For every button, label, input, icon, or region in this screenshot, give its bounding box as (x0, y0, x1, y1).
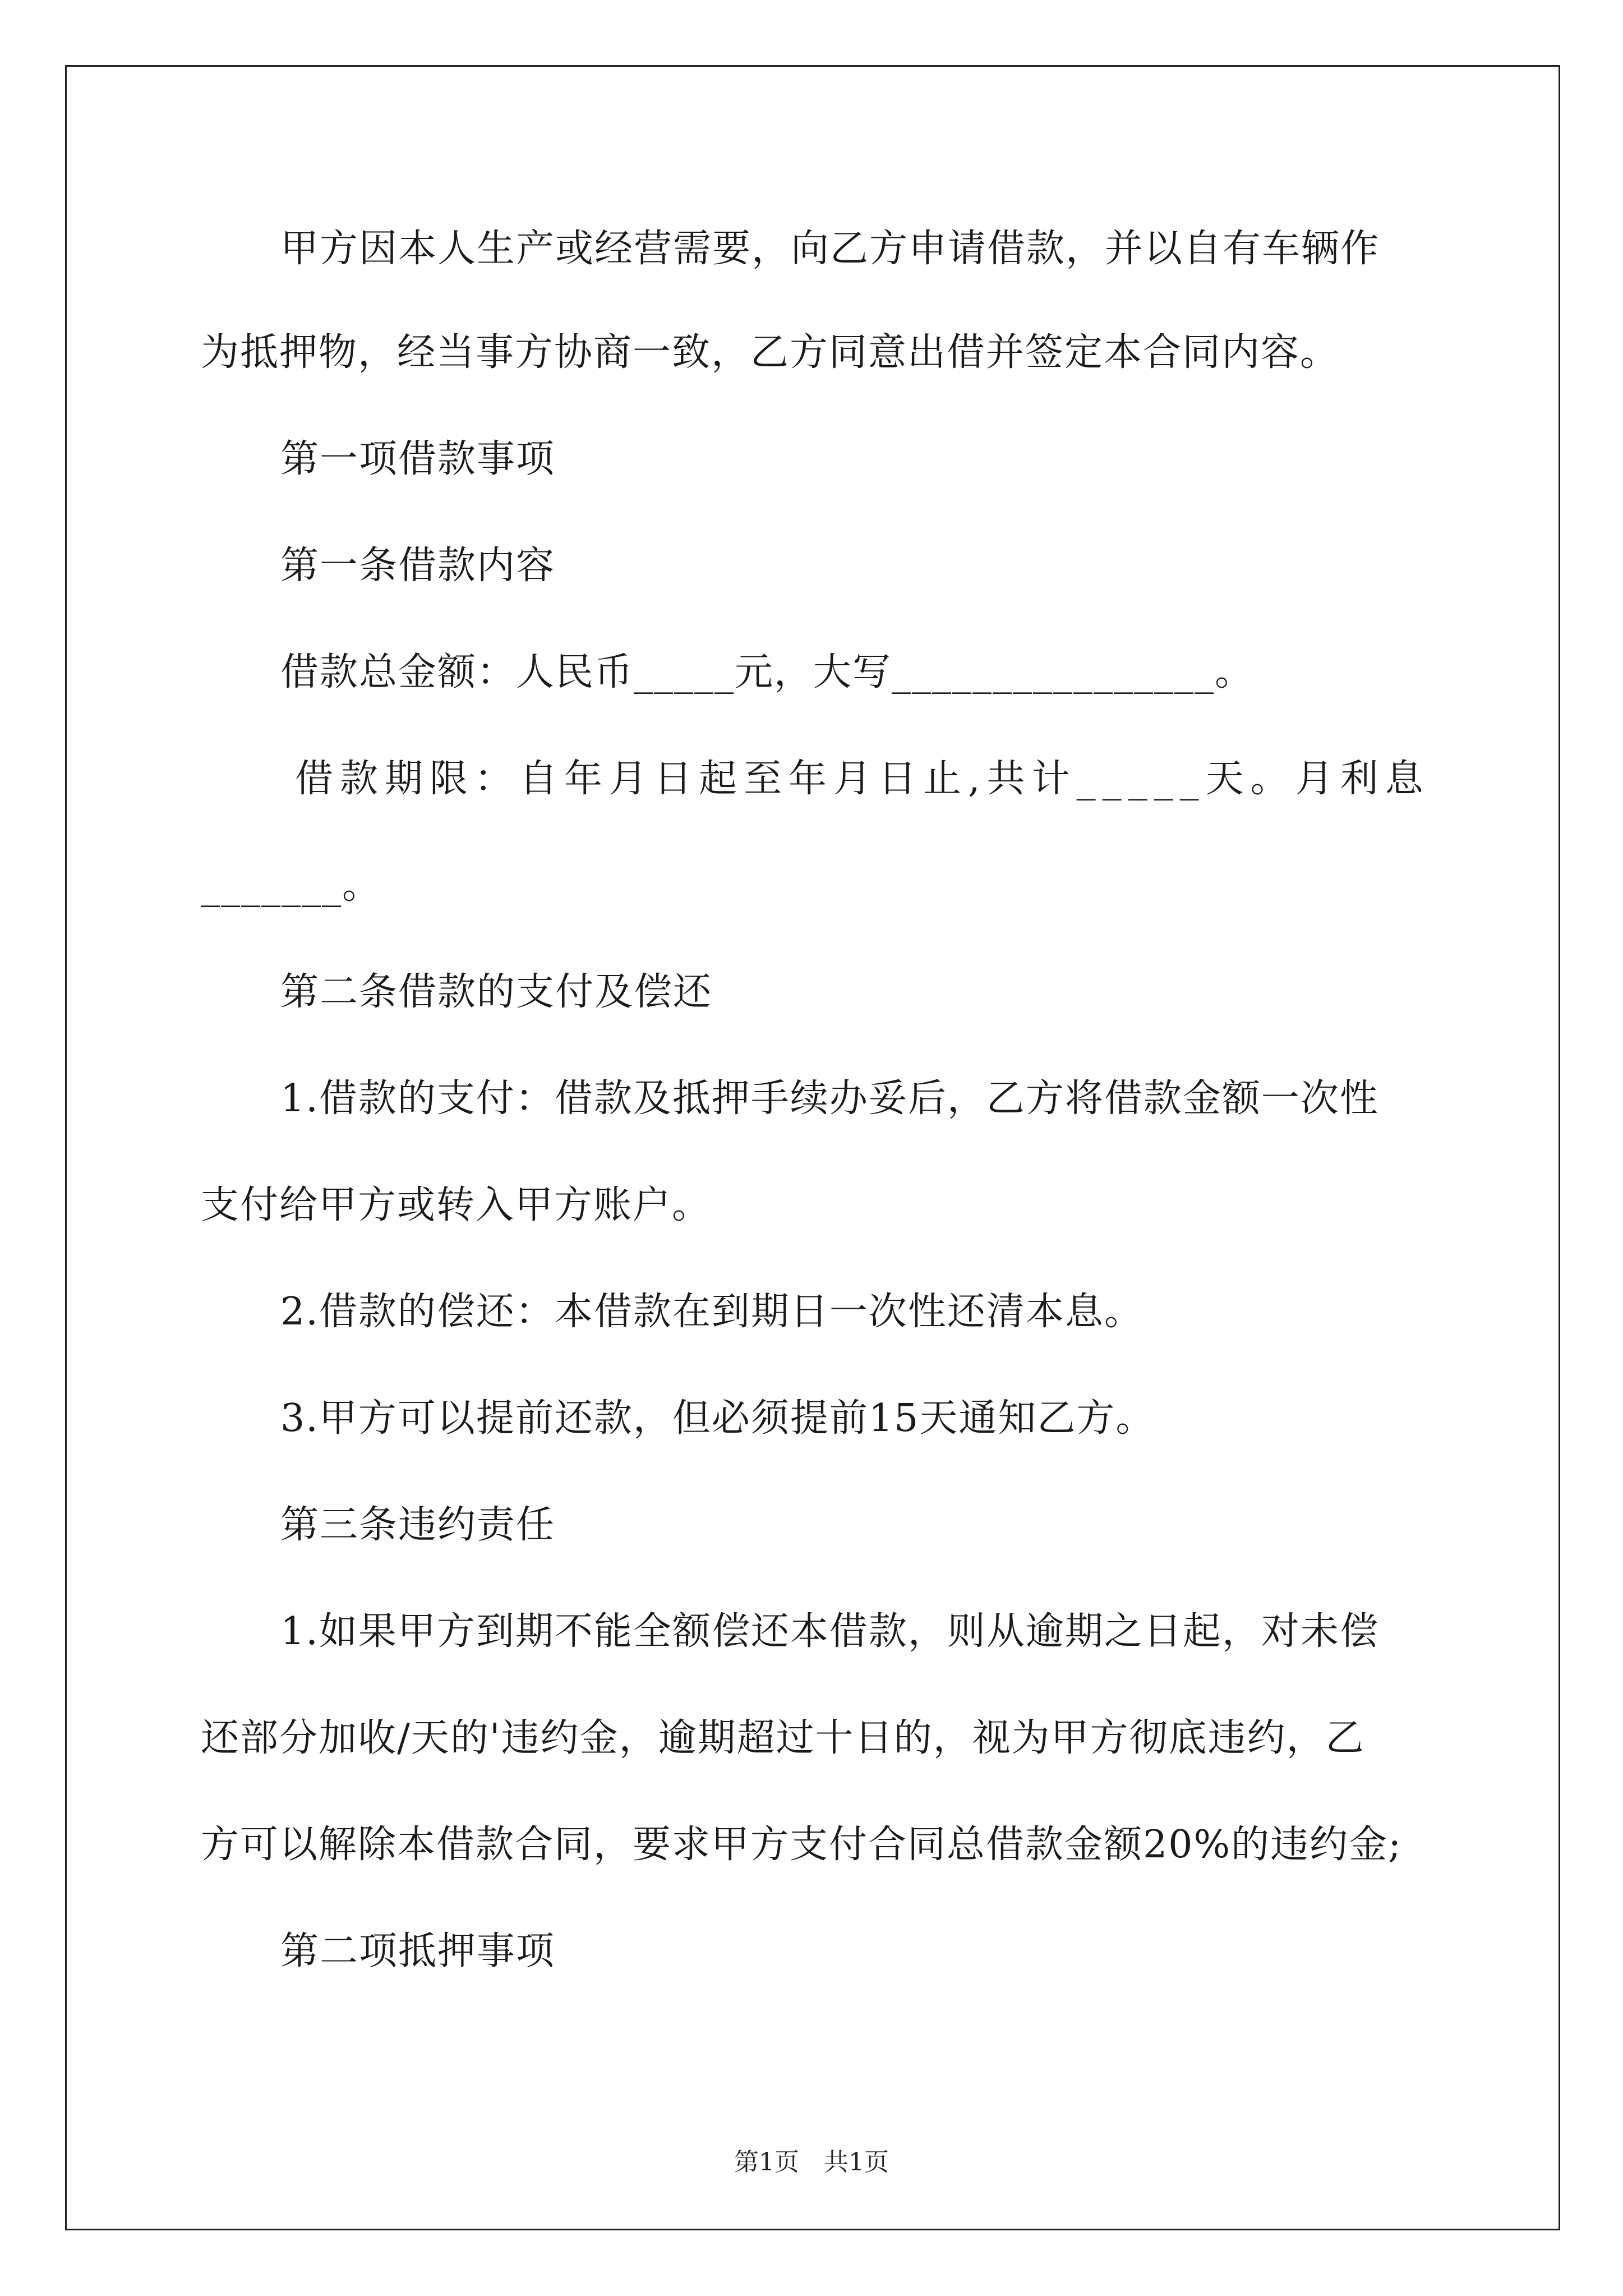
page-border (65, 65, 1560, 2230)
paragraph-line: 2.借款的偿还：本借款在到期日一次性还清本息。 (280, 1290, 1144, 1334)
article-heading: 第一条借款内容 (280, 544, 556, 588)
paragraph-line: 3.甲方可以提前还款，但必须提前15天通知乙方。 (280, 1396, 1155, 1441)
paragraph-line: 方可以解除本借款合同，要求甲方支付合同总借款金额20%的违约金; (201, 1823, 1403, 1867)
section-heading: 第一项借款事项 (280, 437, 556, 481)
article-heading: 第二条借款的支付及偿还 (280, 970, 713, 1014)
paragraph-line: _______。 (201, 863, 382, 908)
section-heading: 第二项抵押事项 (280, 1929, 556, 1973)
article-heading: 第三条违约责任 (280, 1503, 556, 1547)
paragraph-line: 为抵押物，经当事方协商一致，乙方同意出借并签定本合同内容。 (201, 330, 1340, 375)
paragraph-line: 还部分加收/天的'违约金，逾期超过十日的，视为甲方彻底违约，乙 (201, 1716, 1365, 1760)
paragraph-line: 借款期限：自年月日起至年月日止,共计_____天。月利息 (295, 757, 1430, 801)
paragraph-line: 1.借款的支付：借款及抵押手续办妥后，乙方将借款金额一次性 (280, 1076, 1379, 1121)
page-number-footer: 第1页 共1页 (734, 2148, 889, 2177)
paragraph-line: 支付给甲方或转入甲方账户。 (201, 1183, 712, 1227)
paragraph-line: 1.如果甲方到期不能全额偿还本借款，则从逾期之日起，对未偿 (280, 1609, 1379, 1654)
paragraph-line: 借款总金额：人民币_____元，大写________________。 (280, 650, 1255, 694)
paragraph-line: 甲方因本人生产或经营需要，向乙方申请借款，并以自有车辆作 (280, 227, 1380, 271)
